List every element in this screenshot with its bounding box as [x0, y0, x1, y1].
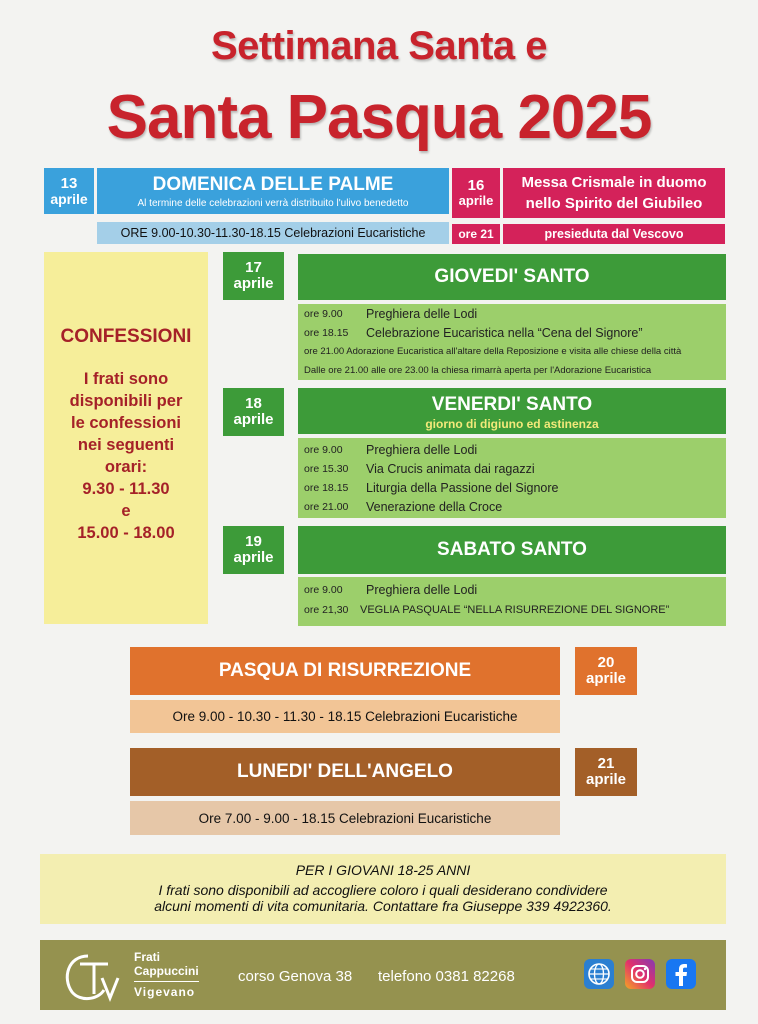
program-row — [298, 580, 726, 600]
giovedi-line3: ore 21.00 Adorazione Eucaristica all'altare della Reposizione e visita alle chiese della città — [304, 346, 682, 357]
confessioni-line: e — [121, 502, 131, 520]
program-text: Preghiera delle Lodi — [366, 442, 478, 457]
crismale-header — [503, 168, 725, 218]
giovedi-program — [298, 304, 726, 380]
sabato-day: 19 — [245, 533, 262, 551]
program-row — [298, 600, 726, 620]
lunedi-title: LUNEDI' DELL'ANGELO — [130, 748, 560, 796]
lunedi-hours: Ore 7.00 - 9.00 - 18.15 Celebrazioni Eucaristiche — [130, 801, 560, 835]
sabato-title: SABATO SANTO — [298, 526, 726, 574]
giovedi-title: GIOVEDI' SANTO — [298, 254, 726, 300]
giovedi-day: 17 — [245, 259, 262, 277]
palme-subtitle: Al termine delle celebrazioni verrà distribuito l'ulivo benedetto — [137, 198, 409, 209]
program-row — [298, 459, 726, 478]
title-line-2: Santa Pasqua 2025 — [106, 83, 652, 152]
program-row — [298, 478, 726, 497]
crismale-note: presieduta dal Vescovo — [503, 224, 725, 244]
program-time: ore 18.15 — [304, 326, 349, 339]
pasqua-hours: Ore 9.00 - 10.30 - 11.30 - 18.15 Celebrazioni Eucaristiche — [130, 700, 560, 733]
crismale-line2: nello Spirito del Giubileo — [525, 195, 703, 212]
confessioni-title: CONFESSIONI — [60, 326, 192, 347]
program-text: Celebrazione Eucaristica nella “Cena del Signore” — [366, 325, 643, 340]
instagram-icon[interactable] — [625, 959, 655, 989]
program-time: ore 9.00 — [304, 307, 343, 320]
crismale-day: 16 — [467, 177, 485, 195]
confessioni-line: le confessioni — [70, 414, 182, 432]
venerdi-subtitle: giorno di digiuno ed astinenza — [425, 417, 599, 431]
confessioni-line: I frati sono — [83, 370, 169, 388]
program-time: ore 18.15 — [304, 481, 349, 494]
confessioni-line: nei seguenti — [77, 436, 175, 454]
pasqua-month: aprile — [585, 670, 627, 687]
logo-text — [134, 950, 199, 999]
confessioni-line: 9.30 - 11.30 — [82, 480, 170, 498]
program-text: Preghiera delle Lodi — [366, 306, 478, 321]
confessioni-line: orari: — [104, 458, 148, 476]
crismale-month: aprile — [458, 193, 494, 209]
crismale-date — [452, 168, 500, 218]
confessioni-text — [44, 368, 208, 544]
giovani-line2: alcuni momenti di vita comunitaria. Contattare fra Giuseppe 339 4922360. — [154, 898, 612, 914]
giovani-line1: I frati sono disponibili ad accogliere coloro i quali desiderano condividere — [158, 882, 608, 898]
lunedi-day: 21 — [597, 755, 615, 773]
palme-title: DOMENICA DELLE PALME — [152, 174, 394, 195]
giovedi-line4: Dalle ore 21.00 alle ore 23.00 la chiesa rimarrà aperta per l'Adorazione Eucaristica — [304, 365, 652, 376]
logo-line1: Frati — [134, 950, 161, 964]
palme-day: 13 — [60, 174, 78, 192]
globe-icon[interactable] — [584, 959, 614, 989]
footer-phone: telefono 0381 82268 — [378, 968, 515, 985]
palme-header — [97, 168, 449, 214]
pasqua-date — [575, 647, 637, 695]
sabato-date — [223, 526, 284, 574]
venerdi-program — [298, 438, 726, 518]
sabato-month: aprile — [233, 549, 274, 566]
giovani-box — [40, 854, 726, 924]
program-text: VEGLIA PASQUALE “NELLA RISURREZIONE DEL SIGNORE” — [360, 604, 670, 616]
logo-line3: Vigevano — [134, 981, 199, 999]
cappuccini-logo-icon — [58, 948, 122, 1004]
sabato-program — [298, 577, 726, 626]
venerdi-month: aprile — [233, 411, 274, 428]
program-row — [298, 323, 726, 342]
palme-month: aprile — [50, 190, 88, 207]
program-time: ore 9.00 — [304, 443, 343, 456]
venerdi-title: VENERDI' SANTO — [431, 394, 593, 415]
program-time: ore 15.30 — [304, 462, 349, 475]
pasqua-title: PASQUA DI RISURREZIONE — [130, 647, 560, 695]
crismale-line1: Messa Crismale in duomo — [521, 174, 707, 191]
crismale-time: ore 21 — [452, 224, 500, 244]
confessioni-line: 15.00 - 18.00 — [77, 524, 175, 542]
program-time: ore 21,30 — [304, 604, 349, 616]
pasqua-day: 20 — [597, 654, 615, 672]
title-line-1: Settimana Santa e — [210, 24, 548, 68]
giovedi-month: aprile — [233, 275, 274, 292]
venerdi-day: 18 — [245, 395, 262, 413]
confessioni-line: disponibili per — [69, 392, 183, 410]
lunedi-month: aprile — [585, 771, 627, 788]
giovani-title: PER I GIOVANI 18-25 ANNI — [295, 862, 471, 878]
venerdi-header — [298, 388, 726, 434]
program-row — [298, 497, 726, 516]
program-text: Via Crucis animata dai ragazzi — [366, 461, 535, 476]
palme-hours: ORE 9.00-10.30-11.30-18.15 Celebrazioni Eucaristiche — [97, 222, 449, 244]
confessioni-box — [44, 252, 208, 624]
footer — [40, 940, 726, 1010]
facebook-icon[interactable] — [666, 959, 696, 989]
program-time: ore 9.00 — [304, 584, 343, 596]
logo-line2: Cappuccini — [134, 964, 199, 978]
program-text: Venerazione della Croce — [366, 499, 503, 514]
program-row — [298, 304, 726, 323]
program-row — [298, 440, 726, 459]
lunedi-date — [575, 748, 637, 796]
palme-date — [44, 168, 94, 214]
footer-address: corso Genova 38 — [238, 968, 353, 985]
program-text: Preghiera delle Lodi — [366, 583, 478, 597]
program-text: Liturgia della Passione del Signore — [366, 480, 559, 495]
program-time: ore 21.00 — [304, 500, 349, 513]
venerdi-date — [223, 388, 284, 436]
giovedi-date — [223, 252, 284, 300]
